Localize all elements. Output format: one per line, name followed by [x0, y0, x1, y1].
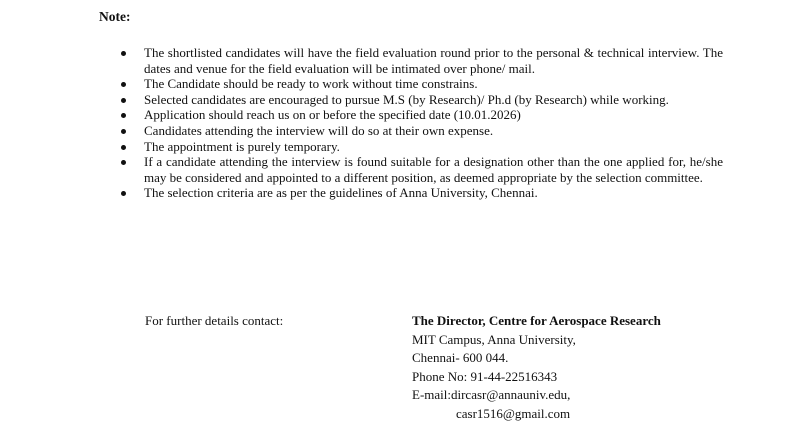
contact-email-secondary: casr1516@gmail.com [456, 405, 571, 421]
contact-email-primary: E-mail:dircasr@annauniv.edu, [412, 387, 571, 403]
note-item-research [121, 92, 723, 108]
contact-address-line-1: MIT Campus, Anna University, [412, 331, 576, 347]
contact-org: The Director, Centre for Aerospace Research [412, 313, 661, 328]
note-text: The Candidate should be ready to work without time constrains. [144, 76, 478, 92]
note-text: Candidates attending the interview will do so at their own expense. [144, 122, 494, 138]
note-text: The shortlisted candidates will have the field evaluation round prior to the personal & technical interview. The dates and venue for the field evaluation will be intimated over phone/ mail. [144, 45, 723, 76]
bullet-icon [121, 145, 126, 150]
note-heading: Note: [99, 9, 131, 24]
bullet-icon [121, 160, 126, 165]
bullet-icon [121, 98, 126, 103]
note-item-time [121, 76, 723, 92]
bullet-icon [121, 51, 126, 56]
note-item-expense [121, 123, 723, 139]
contact-label: For further details contact: [145, 313, 284, 328]
bullet-icon [121, 129, 126, 134]
bullet-icon [121, 113, 126, 118]
note-item-temporary [121, 139, 723, 155]
note-item-criteria [121, 185, 723, 201]
notes-list [121, 45, 723, 201]
contact-phone: Phone No: 91-44-22516343 [412, 368, 558, 384]
note-text: The appointment is purely temporary. [144, 138, 340, 154]
note-item-designation [121, 154, 723, 185]
bullet-icon [121, 82, 126, 87]
contact-block [412, 312, 661, 424]
note-item-deadline [121, 107, 723, 123]
note-item-shortlisted [121, 45, 723, 76]
note-text: The selection criteria are as per the guidelines of Anna University, Chennai. [144, 185, 538, 201]
contact-address-line-2: Chennai- 600 044. [412, 350, 509, 366]
bullet-icon [121, 191, 126, 196]
note-text: Selected candidates are encouraged to pursue M.S (by Research)/ Ph.d (by Research) while working. [144, 91, 669, 107]
note-text: If a candidate attending the interview is found suitable for a designation other than the one applied for, he/she may be considered and appointed to a different position, as deemed appropriate by the selection committee. [144, 154, 723, 185]
note-text: Application should reach us on or before the specified date (10.01.2026) [144, 107, 521, 123]
